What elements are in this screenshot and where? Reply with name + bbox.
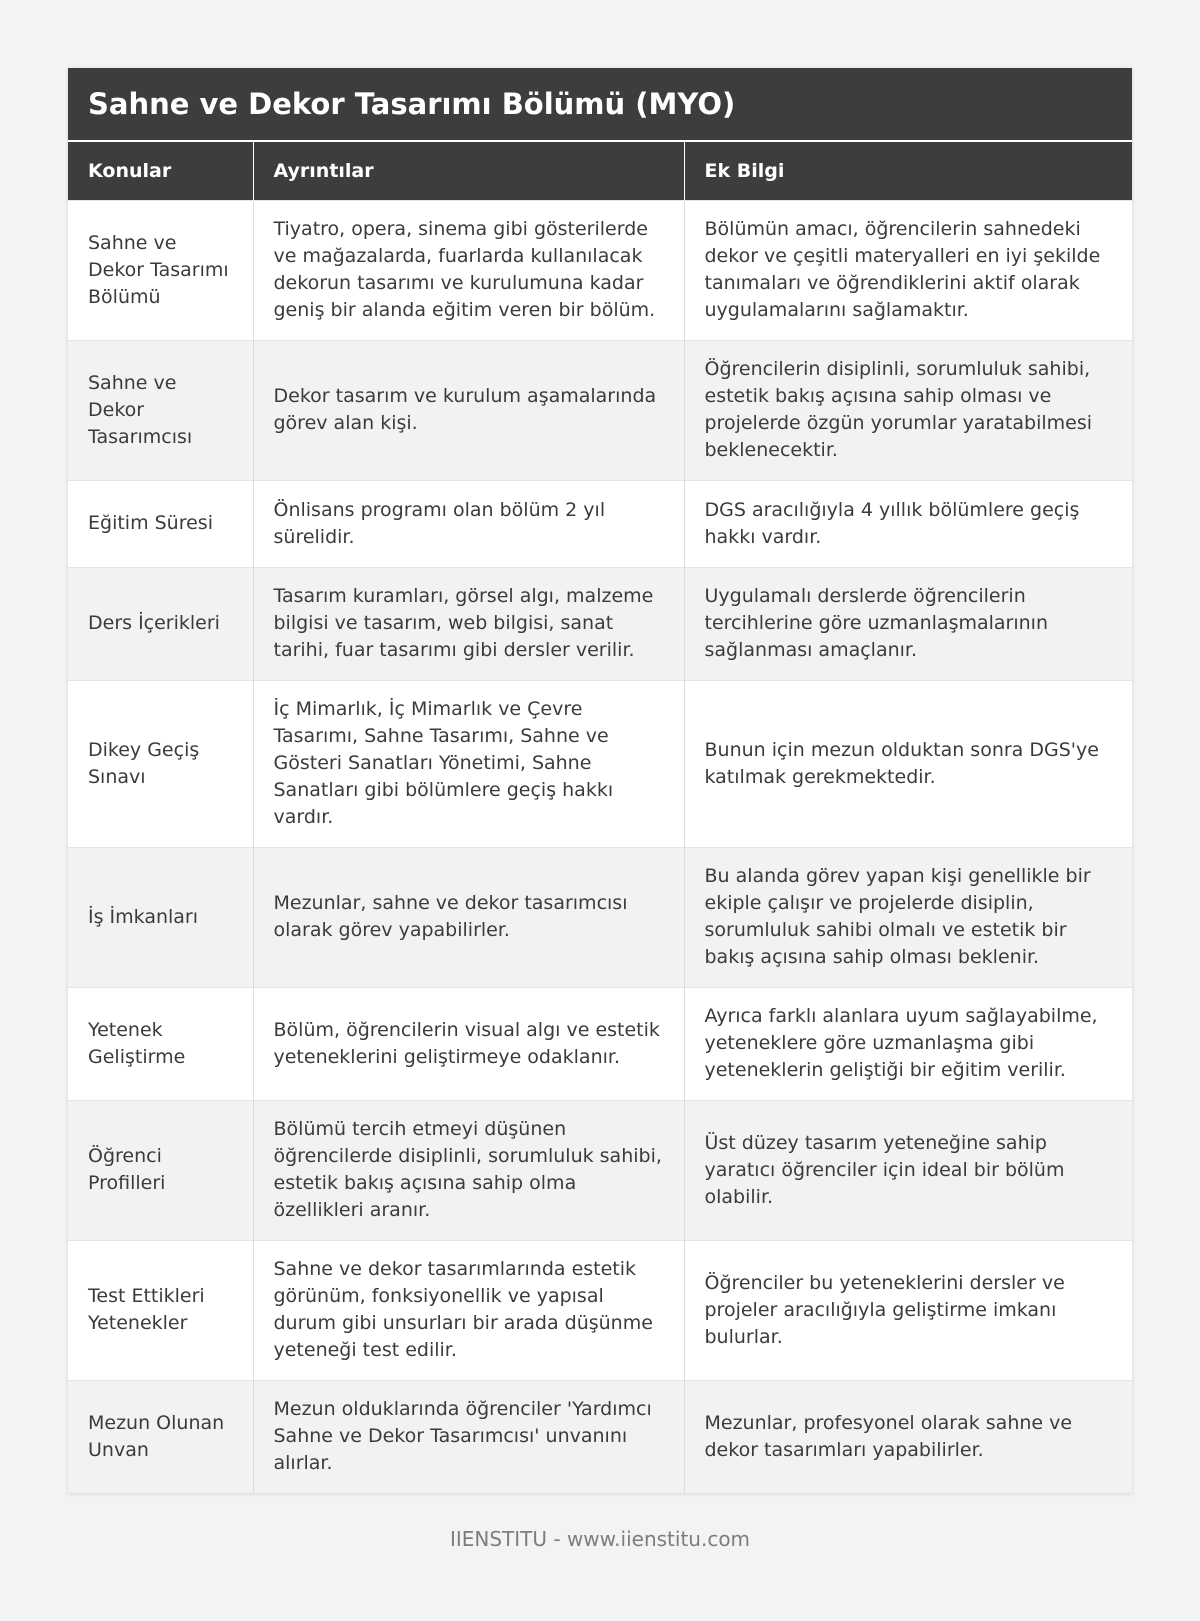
page-title: Sahne ve Dekor Tasarımı Bölümü (MYO) (88, 87, 736, 121)
column-header-konular: Konular (68, 142, 253, 200)
cell-topic: Sahne ve Dekor Tasarımcısı (68, 340, 253, 480)
cell-details: Dekor tasarım ve kurulum aşamalarında görev alan kişi. (253, 340, 684, 480)
cell-details: Sahne ve dekor tasarımlarında estetik görünüm, fonksiyonellik ve yapısal durum gibi unsurları bir arada düşünme yeteneği test edilir. (253, 1240, 684, 1380)
cell-extra: Bu alanda görev yapan kişi genellikle bir ekiple çalışır ve projelerde disiplin, sorumluluk sahibi olmalı ve estetik bir bakış açısına sahip olması beklenir. (684, 847, 1132, 987)
info-table (68, 142, 1132, 1493)
cell-topic: Dikey Geçiş Sınavı (68, 680, 253, 847)
table-row (68, 1100, 1132, 1240)
table-row (68, 1380, 1132, 1493)
table-row (68, 480, 1132, 567)
cell-topic: Sahne ve Dekor Tasarımı Bölümü (68, 200, 253, 340)
cell-extra: Bunun için mezun olduktan sonra DGS'ye katılmak gerekmektedir. (684, 680, 1132, 847)
cell-extra: Ayrıca farklı alanlara uyum sağlayabilme, yeteneklere göre uzmanlaşma gibi yeteneklerin geliştiği bir eğitim verilir. (684, 987, 1132, 1100)
cell-topic: Mezun Olunan Unvan (68, 1380, 253, 1493)
table-row (68, 340, 1132, 480)
info-card (68, 68, 1132, 1493)
cell-details: Bölüm, öğrencilerin visual algı ve estetik yeteneklerini geliştirmeye odaklanır. (253, 987, 684, 1100)
table-row (68, 987, 1132, 1100)
cell-extra: Bölümün amacı, öğrencilerin sahnedeki dekor ve çeşitli materyalleri en iyi şekilde tanımaları ve öğrendiklerini aktif olarak uygulamalarını sağlamaktır. (684, 200, 1132, 340)
cell-details: Tiyatro, opera, sinema gibi gösterilerde ve mağazalarda, fuarlarda kullanılacak dekorun tasarımı ve kurulumuna kadar geniş bir alanda eğitim veren bir bölüm. (253, 200, 684, 340)
cell-details: Önlisans programı olan bölüm 2 yıl sürelidir. (253, 480, 684, 567)
cell-details: İç Mimarlık, İç Mimarlık ve Çevre Tasarımı, Sahne Tasarımı, Sahne ve Gösteri Sanatları Yönetimi, Sahne Sanatları gibi bölümlere geçiş hakkı vardır. (253, 680, 684, 847)
cell-extra: Öğrenciler bu yeteneklerini dersler ve projeler aracılığıyla geliştirme imkanı bulurlar. (684, 1240, 1132, 1380)
column-header-ayrintilar: Ayrıntılar (253, 142, 684, 200)
cell-details: Mezun olduklarında öğrenciler 'Yardımcı Sahne ve Dekor Tasarımcısı' unvanını alırlar. (253, 1380, 684, 1493)
table-row (68, 1240, 1132, 1380)
title-bar (68, 68, 1132, 142)
cell-extra: Öğrencilerin disiplinli, sorumluluk sahibi, estetik bakış açısına sahip olması ve projelerde özgün yorumlar yaratabilmesi beklenecektir. (684, 340, 1132, 480)
cell-topic: Öğrenci Profilleri (68, 1100, 253, 1240)
column-header-ek-bilgi: Ek Bilgi (684, 142, 1132, 200)
cell-details: Tasarım kuramları, görsel algı, malzeme bilgisi ve tasarım, web bilgisi, sanat tarihi, fuar tasarımı gibi dersler verilir. (253, 567, 684, 680)
cell-topic: Yetenek Geliştirme (68, 987, 253, 1100)
table-row (68, 567, 1132, 680)
cell-topic: İş İmkanları (68, 847, 253, 987)
cell-topic: Ders İçerikleri (68, 567, 253, 680)
cell-extra: Mezunlar, profesyonel olarak sahne ve dekor tasarımları yapabilirler. (684, 1380, 1132, 1493)
cell-details: Bölümü tercih etmeyi düşünen öğrencilerde disiplinli, sorumluluk sahibi, estetik bakış açısına sahip olma özellikleri aranır. (253, 1100, 684, 1240)
table-row (68, 847, 1132, 987)
cell-topic: Test Ettikleri Yetenekler (68, 1240, 253, 1380)
cell-extra: DGS aracılığıyla 4 yıllık bölümlere geçiş hakkı vardır. (684, 480, 1132, 567)
table-row (68, 680, 1132, 847)
footer-credit: IIENSTITU - www.iienstitu.com (449, 1527, 751, 1551)
cell-extra: Uygulamalı derslerde öğrencilerin tercihlerine göre uzmanlaşmalarının sağlanması amaçlanır. (684, 567, 1132, 680)
table-header-row (68, 142, 1132, 200)
cell-details: Mezunlar, sahne ve dekor tasarımcısı olarak görev yapabilirler. (253, 847, 684, 987)
cell-topic: Eğitim Süresi (68, 480, 253, 567)
table-row (68, 200, 1132, 340)
cell-extra: Üst düzey tasarım yeteneğine sahip yaratıcı öğrenciler için ideal bir bölüm olabilir. (684, 1100, 1132, 1240)
